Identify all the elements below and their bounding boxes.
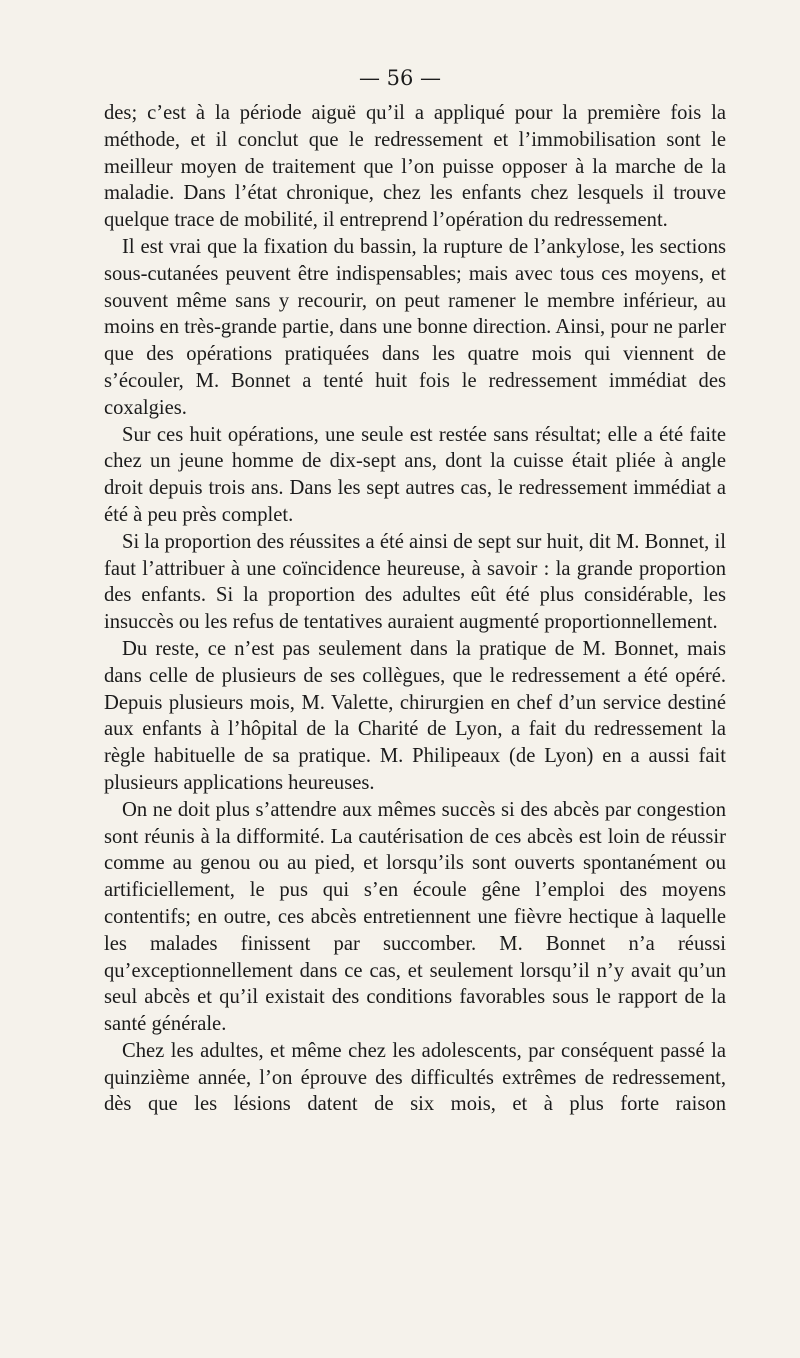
paragraph-adults: Chez les adultes, et même chez les adolescents, par conséquent passé la quinzième année, l’on éprouve des difficultés extrêmes de redressement, dès que les lésions datent de six mois, et à plus forte raison (104, 1039, 726, 1116)
paragraph-ankylose: Il est vrai que la fixation du bassin, la rupture de l’ankylose, les sections sous-cutanées peuvent être indispensables; mais avec tous ces moyens, et souvent même sans y recourir, on peut ramener le membre inférieur, au moins en très-grande partie, dans une bonne direction. Ainsi, pour ne parler que des opérations pratiquées dans les quatre mois qui viennent de s’écouler, M. Bonnet a tenté huit fois le redressement immédiat des coxalgies. (104, 235, 726, 419)
paragraph-proportion: Si la proportion des réussites a été ainsi de sept sur huit, dit M. Bonnet, il faut l’attribuer à une coïncidence heureuse, à savoir : la grande proportion des enfants. Si la proportion des adultes eût été plus considérable, les insuccès ou les refus de tentatives auraient augmenté proportionnellement. (104, 530, 726, 634)
page-number: — 56 — (358, 66, 442, 90)
body-text (104, 100, 726, 1118)
paragraph-operations: Sur ces huit opérations, une seule est restée sans résultat; elle a été faite chez un jeune homme de dix-sept ans, dont la cuisse était pliée à angle droit depuis trois ans. Dans les sept autres cas, le redressement immédiat a été à peu près complet. (104, 423, 726, 526)
paragraph-abscesses: On ne doit plus s’attendre aux mêmes succès si des abcès par congestion sont réunis à la difformité. La cautérisation de ces abcès est loin de réussir comme au genou ou au pied, et lorsqu’ils sont ouverts spontanément ou artificiellement, le pus qui s’en écoule gêne l’emploi des moyens contentifs; en outre, ces abcès entretiennent une fièvre hectique à laquelle les malades finissent par succomber. M. Bonnet n’a réussi qu’exceptionnellement dans ce cas, et seulement lorsqu’il n’y avait qu’un seul abcès et qu’il existait des conditions favorables sous le rapport de la santé générale. (104, 798, 726, 1036)
paragraph-continuation: des; c’est à la période aiguë qu’il a appliqué pour la première fois la méthode, et il conclut que le redressement et l’immobilisation sont le meilleur moyen de traitement que l’on puisse opposer à la marche de la maladie. Dans l’état chronique, chez les enfants chez lesquels il trouve quelque trace de mobilité, il entreprend l’opération du redressement. (104, 102, 726, 232)
paragraph-colleagues: Du reste, ce n’est pas seulement dans la pratique de M. Bonnet, mais dans celle de plusieurs de ses collègues, que le redressement a été opéré. Depuis plusieurs mois, M. Valette, chirurgien en chef d’un service destiné aux enfants à l’hôpital de la Charité de Lyon, a fait du redressement la règle habituelle de sa pratique. M. Philipeaux (de Lyon) en a aussi fait plusieurs applications heureuses. (104, 637, 726, 794)
